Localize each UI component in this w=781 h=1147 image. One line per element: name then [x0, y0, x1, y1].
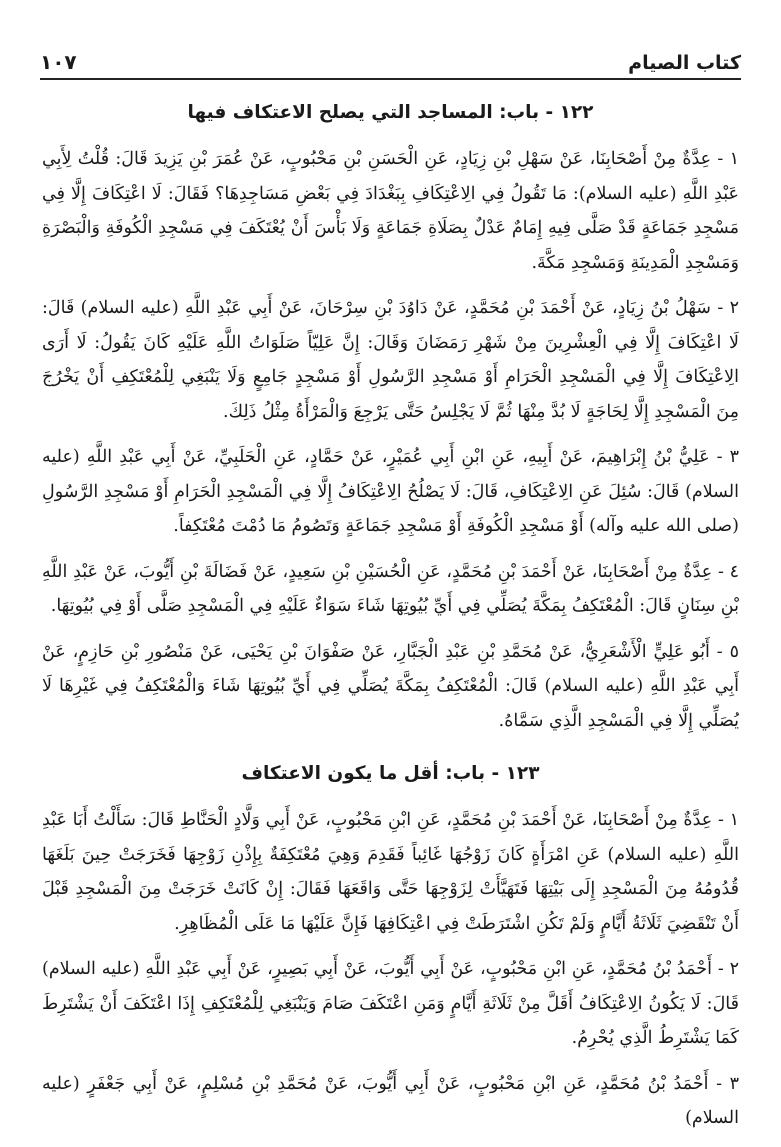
hadith-paragraph: ٢ - أَحْمَدُ بْنُ مُحَمَّدٍ، عَنِ ابْنِ مَحْبُوبٍ، عَنْ أَبِي أَيُّوبَ، عَنْ أَبِي بَصِيرٍ، عَنْ أَبِي عَبْدِ اللَّهِ (عليه السلام) قَالَ: لَا يَكُونُ الِاعْتِكَافُ أَقَلَّ مِنْ ثَلَاثَةِ أَيَّامٍ وَمَنِ اعْتَكَفَ صَامَ وَيَنْبَغِي لِلْمُعْتَكِفِ إِذَا اعْتَكَفَ أَنْ يَشْتَرِطَ كَمَا يَشْتَرِطُ الَّذِي يُحْرِمُ. [42, 959, 739, 1048]
page-header [40, 40, 741, 74]
hadith-paragraph: ١ - عِدَّةٌ مِنْ أَصْحَابِنَا، عَنْ سَهْلِ بْنِ زِيَادٍ، عَنِ الْحَسَنِ بْنِ مَحْبُوبٍ، عَنْ عُمَرَ بْنِ يَزِيدَ قَالَ: قُلْتُ لِأَبِي عَبْدِ اللَّهِ (عليه السلام): مَا تَقُولُ فِي الِاعْتِكَافِ بِبَغْدَادَ فِي بَعْضِ مَسَاجِدِهَا؟ فَقَالَ: لَا اعْتِكَافَ إِلَّا فِي مَسْجِدِ جَمَاعَةٍ قَدْ صَلَّى فِيهِ إِمَامٌ عَدْلٌ بِصَلَاةِ جَمَاعَةٍ وَلَا بَأْسَ أَنْ يُعْتَكَفَ فِي مَسْجِدِ الْكُوفَةِ وَالْبَصْرَةِ وَمَسْجِدِ الْمَدِينَةِ وَمَسْجِدِ مَكَّةَ. [42, 149, 739, 273]
hadith-paragraph: ٣ - عَلِيُّ بْنُ إِبْرَاهِيمَ، عَنْ أَبِيهِ، عَنِ ابْنِ أَبِي عُمَيْرٍ، عَنْ حَمَّادٍ، عَنِ الْحَلَبِيِّ، عَنْ أَبِي عَبْدِ اللَّهِ (عليه السلام) قَالَ: سُئِلَ عَنِ الِاعْتِكَافِ، قَالَ: لَا يَصْلُحُ الِاعْتِكَافُ إِلَّا فِي الْمَسْجِدِ الْحَرَامِ أَوْ مَسْجِدِ الرَّسُولِ (صلى الله عليه وآله) أَوْ مَسْجِدِ الْكُوفَةِ أَوْ مَسْجِدِ جَمَاعَةٍ وَتَصُومُ مَا دُمْتَ مُعْتَكِفاً. [42, 447, 739, 536]
chapter-122 [42, 96, 739, 738]
chapter-heading: ١٢٣ - باب: أقل ما يكون الاعتكاف [241, 763, 540, 784]
hadith-paragraph: ٥ - أَبُو عَلِيٍّ الْأَشْعَرِيُّ، عَنْ مُحَمَّدِ بْنِ عَبْدِ الْجَبَّارِ، عَنْ صَفْوَانَ بْنِ يَحْيَى، عَنْ مَنْصُورِ بْنِ حَازِمٍ، عَنْ أَبِي عَبْدِ اللَّهِ (عليه السلام) قَالَ: الْمُعْتَكِفُ بِمَكَّةَ يُصَلِّي فِي أَيِّ بُيُوتِهَا شَاءَ وَالْمُعْتَكِفُ فِي غَيْرِهَا لَا يُصَلِّي إِلَّا فِي الْمَسْجِدِ الَّذِي سَمَّاهُ. [42, 641, 739, 731]
hadith-paragraph: ٣ - أَحْمَدُ بْنُ مُحَمَّدٍ، عَنِ ابْنِ مَحْبُوبٍ، عَنْ أَبِي أَيُّوبَ، عَنْ مُحَمَّدِ بْنِ مُسْلِمٍ، عَنْ أَبِي جَعْفَرٍ (عليه السلام) [42, 1073, 740, 1128]
hadith-paragraph: ٢ - سَهْلُ بْنُ زِيَادٍ، عَنْ أَحْمَدَ بْنِ مُحَمَّدٍ، عَنْ دَاوُدَ بْنِ سِرْحَانَ، عَنْ أَبِي عَبْدِ اللَّهِ (عليه السلام) قَالَ: لَا اعْتِكَافَ إِلَّا فِي الْعِشْرِينَ مِنْ شَهْرِ رَمَضَانَ وَقَالَ: إِنَّ عَلِيّاً صَلَوَاتُ اللَّهِ عَلَيْهِ كَانَ يَقُولُ: لَا أَرَى الِاعْتِكَافَ إِلَّا فِي الْمَسْجِدِ الْحَرَامِ أَوْ مَسْجِدِ الرَّسُولِ أَوْ مَسْجِدٍ جَامِعٍ وَلَا يَنْبَغِي لِلْمُعْتَكِفِ أَنْ يَخْرُجَ مِنَ الْمَسْجِدِ إِلَّا لِحَاجَةٍ لَا بُدَّ مِنْهَا ثُمَّ لَا يَجْلِسُ حَتَّى يَرْجِعَ وَالْمَرْأَةُ مِثْلُ ذَلِكَ. [42, 298, 739, 422]
page-body [42, 96, 739, 1147]
hadith-paragraph: ٤ - عِدَّةٌ مِنْ أَصْحَابِنَا، عَنْ أَحْمَدَ بْنِ مُحَمَّدٍ، عَنِ الْحُسَيْنِ بْنِ سَعِيدٍ، عَنْ فَضَالَةَ بْنِ أَيُّوبَ، عَنْ عَبْدِ اللَّهِ بْنِ سِنَانٍ قَالَ: الْمُعْتَكِفُ بِمَكَّةَ يُصَلِّي فِي أَيِّ بُيُوتِهَا شَاءَ سَوَاءٌ عَلَيْهِ فِي الْمَسْجِدِ صَلَّى أَوْ فِي بُيُوتِهَا. [42, 561, 739, 616]
page-number: ١٠٧ [40, 50, 77, 74]
chapter-123 [42, 757, 739, 1136]
running-title: كتاب الصيام [628, 52, 741, 74]
chapter-heading: ١٢٢ - باب: المساجد التي يصلح الاعتكاف فيها [187, 102, 594, 123]
header-rule [40, 78, 741, 80]
hadith-paragraph: ١ - عِدَّةٌ مِنْ أَصْحَابِنَا، عَنْ أَحْمَدَ بْنِ مُحَمَّدٍ، عَنِ ابْنِ مَحْبُوبٍ، عَنْ أَبِي وَلَّادٍ الْحَنَّاطِ قَالَ: سَأَلْتُ أَبَا عَبْدِ اللَّهِ (عليه السلام) عَنِ امْرَأَةٍ كَانَ زَوْجُهَا غَائِباً فَقَدِمَ وَهِيَ مُعْتَكِفَةٌ بِإِذْنِ زَوْجِهَا فَخَرَجَتْ حِينَ بَلَغَهَا قُدُومُهُ مِنَ الْمَسْجِدِ إِلَى بَيْتِهَا فَتَهَيَّأَتْ لِزَوْجِهَا حَتَّى وَاقَعَهَا فَقَالَ: إِنْ كَانَتْ خَرَجَتْ مِنَ الْمَسْجِدِ قَبْلَ أَنْ تَنْقَضِيَ ثَلَاثَةُ أَيَّامٍ وَلَمْ تَكُنِ اشْتَرَطَتْ فِي اعْتِكَافِهَا فَإِنَّ عَلَيْهَا مَا عَلَى الْمُظَاهِرِ. [42, 810, 739, 934]
